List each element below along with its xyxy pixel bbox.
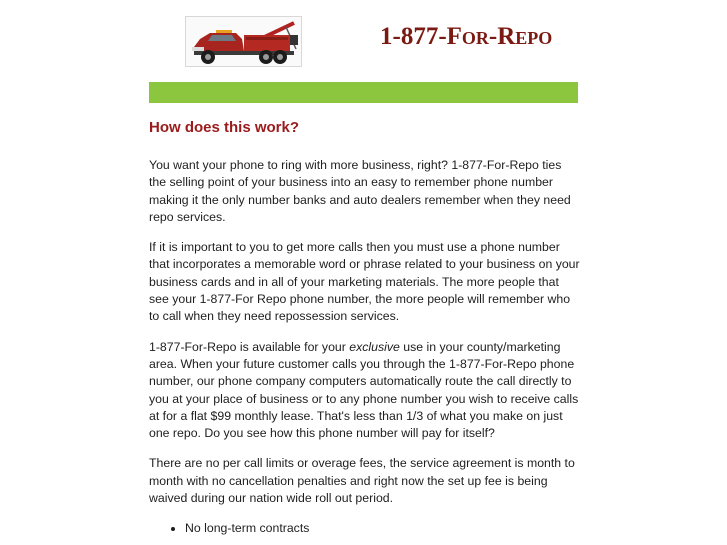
page-heading: How does this work?: [149, 119, 300, 136]
logo-image: [185, 16, 302, 67]
paragraph-fees: There are no per call limits or overage fees, the service agreement is month to month with no cancellation penalties and right now the set up fee is being waived during our nation wide roll out period.: [149, 456, 575, 506]
exclusive-emphasis: exclusive: [349, 339, 400, 354]
brand-phone-number: 1-877-For-Repo: [380, 23, 553, 50]
paragraph-intro: You want your phone to ring with more business, right? 1-877-For-Repo ties the selling point of your business into an easy to remember phone number making it the only number banks and auto dealers remember when they need repo services.: [149, 158, 571, 224]
paragraph-availability-end: use in your county/marketing area. When your future customer calls you through the 1-877-For-Repo phone number, our phone company computers automatically route the call directly to you at your place of business or to any phone number you wish to receive calls at for a flat $99 monthly lease. That's less than 1/3 of what you make on just one repo. Do you see how this phone number will pay for itself?: [149, 339, 579, 441]
paragraph-importance: If it is important to you to get more calls then you must use a phone number that incorporates a memorable word or phrase related to your business on your business cards and in all of your marketing materials. The more people that see your 1-877-For Repo phone number, the more people will remember who to call when they need repossession services.: [149, 240, 580, 324]
benefits-list: [149, 520, 581, 537]
tow-truck-icon: [186, 17, 302, 67]
green-divider-bar: [149, 82, 578, 103]
main-content: [149, 119, 581, 538]
list-item: • No long-term contracts: [185, 520, 581, 537]
paragraph-availability: [149, 339, 581, 443]
paragraph-availability-start: 1-877-For-Repo is available for your: [149, 339, 350, 354]
